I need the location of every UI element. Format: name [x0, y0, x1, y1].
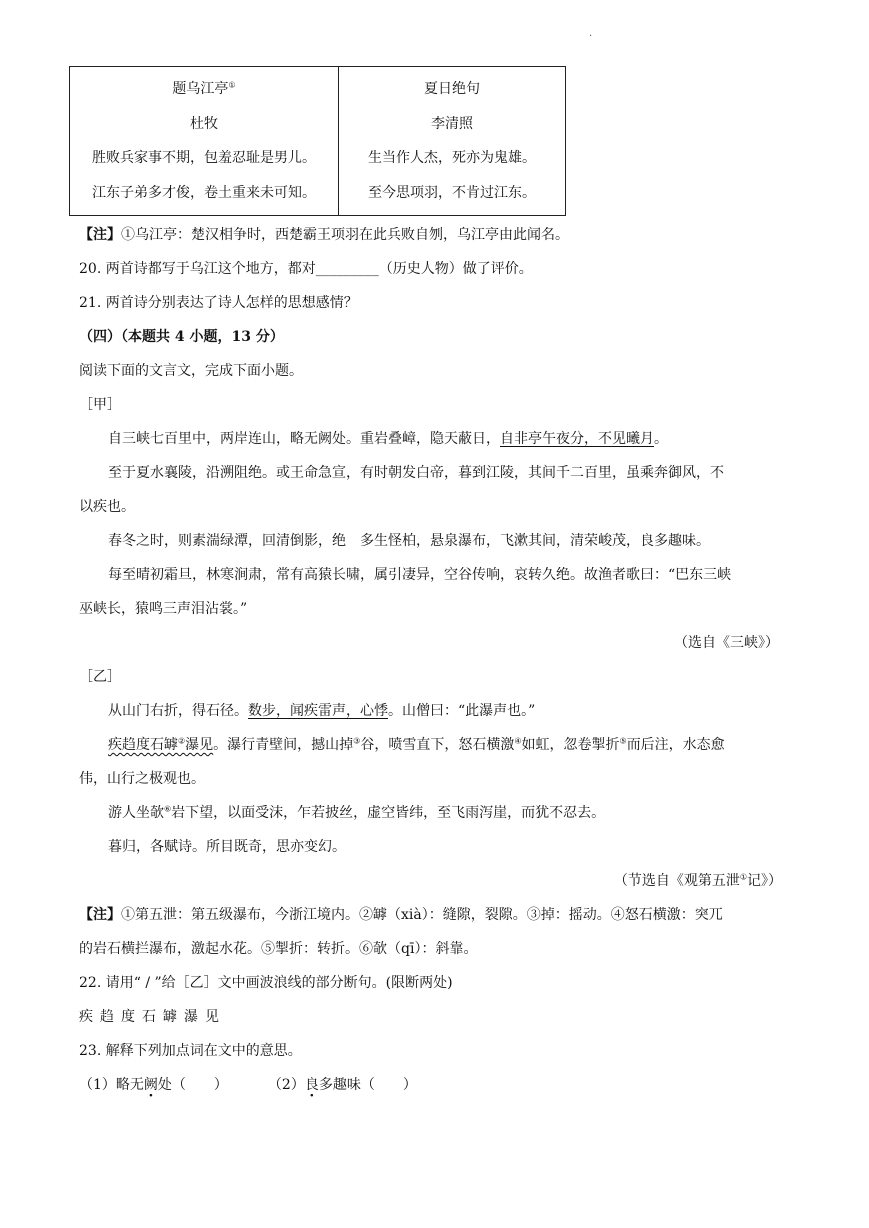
yi-note: 【注】①第五泄：第五级瀑布，今浙江境内。②罅（xià）：缝隙，裂隙。③掉：摇动。④怒石横激：突兀	[79, 907, 723, 923]
poem-author-left: 杜牧	[190, 115, 218, 132]
poem-line: 至今思项羽，不肯过江东。	[368, 184, 536, 201]
passage-jia-p1: 自三峡七百里中，两岸连山，略无阙处。重岩叠嶂，隐天蔽日，自非亭午夜分，不见曦月。	[108, 431, 668, 447]
poem-line: 胜败兵家事不期，包羞忍耻是男儿。	[92, 150, 316, 166]
dotted-char: 阙	[143, 1077, 158, 1093]
poem-line: 生当作人杰，死亦为鬼雄。	[368, 150, 536, 166]
passage-yi-source: （节选自《观第五泄①记》）	[613, 872, 782, 889]
passage-yi-p3: 游人坐欹⑥岩下望，以面受沫，乍若披丝，虚空皆纬，至飞雨泻崖，而犹不忍去。	[108, 804, 606, 821]
underlined-sentence: 数步，闻疾雷声，心悸	[248, 703, 388, 719]
underlined-sentence: 自非亭午夜分，不见曦月	[500, 431, 654, 447]
passage-jia-source: （选自《三峡》）	[674, 635, 779, 651]
passage-jia-p2-cont: 以疾也。	[79, 499, 135, 515]
passage-jia-p4-cont: 巫峡长，猿鸣三声泪沾裳。”	[79, 601, 248, 617]
question-23: 23. 解释下列加点词在文中的意思。	[79, 1043, 302, 1059]
question-23-items: （1）略无阙处（ ） （2）良多趣味（ ）	[79, 1077, 417, 1093]
passage-jia-p2: 至于夏水襄陵，沿溯阻绝。或王命急宣，有时朝发白帝，暮到江陵，其间千二百里，虽乘奔御风，不	[108, 465, 724, 481]
question-20: 20. 两首诗都写于乌江这个地方，都对_________（历史人物）做了评价。	[79, 261, 533, 277]
poem-line: 江东子弟多才俊，卷土重来未可知。	[92, 184, 316, 201]
section-heading: （四）（本题共 4 小题，13 分）	[79, 329, 284, 345]
wavy-underlined-text: 疾趋度石罅②瀑见	[108, 736, 214, 753]
yi-note-cont: 的岩石横拦瀑布，激起水花。⑤掣折：转折。⑥欹（qī）：斜靠。	[79, 941, 478, 957]
passage-jia-p4: 每至晴初霜旦，林寒涧肃，常有高猿长啸，属引凄异，空谷传响，哀转久绝。故渔者歌曰：“巴东三峡	[108, 567, 732, 583]
passage-yi-p4: 暮归，各赋诗。所目既奇，思亦变幻。	[108, 839, 346, 855]
poem-title-right: 夏日绝句	[424, 81, 480, 97]
question-22-sentence: 疾趋度石罅瀑见	[79, 1009, 226, 1025]
passage-yi-label: ［乙］	[79, 669, 121, 685]
poem-author-right: 李清照	[431, 115, 473, 132]
poems-table	[69, 66, 566, 216]
passage-yi-p1: 从山门右折，得石径。数步，闻疾雷声，心悸。山僧曰：“此瀑声也。”	[108, 703, 536, 719]
section-instruction: 阅读下面的文言文，完成下面小题。	[79, 363, 303, 379]
poem-cell-right	[339, 67, 566, 216]
dotted-char: 良	[304, 1077, 319, 1093]
passage-yi-p2-cont: 伟，山行之极观也。	[79, 771, 205, 787]
poem-cell-left	[70, 67, 339, 216]
answer-blank: _________	[315, 261, 379, 277]
question-21: 21. 两首诗分别表达了诗人怎样的思想感情？	[79, 295, 358, 311]
passage-jia-label: ［甲］	[79, 397, 121, 413]
poem-title-left: 题乌江亭①	[172, 80, 236, 97]
page-marker: .	[589, 28, 593, 39]
passage-jia-p3: 春冬之时，则素湍绿潭，回清倒影，绝 多生怪柏，悬泉瀑布，飞漱其间，清荣峻茂，良多趣味。	[108, 533, 710, 549]
poem-note: 【注】①乌江亭：楚汉相争时，西楚霸王项羽在此兵败自刎，乌江亭由此闻名。	[79, 227, 569, 243]
passage-yi-p2: 疾趋度石罅②瀑见。瀑行青壁间，撼山掉③谷，喷雪直下，怒石横激④如虹，忽卷掣折⑤而后注，水态愈	[108, 736, 725, 753]
question-22: 22. 请用“ / ”给［乙］文中画波浪线的部分断句。(限断两处)	[79, 975, 453, 991]
